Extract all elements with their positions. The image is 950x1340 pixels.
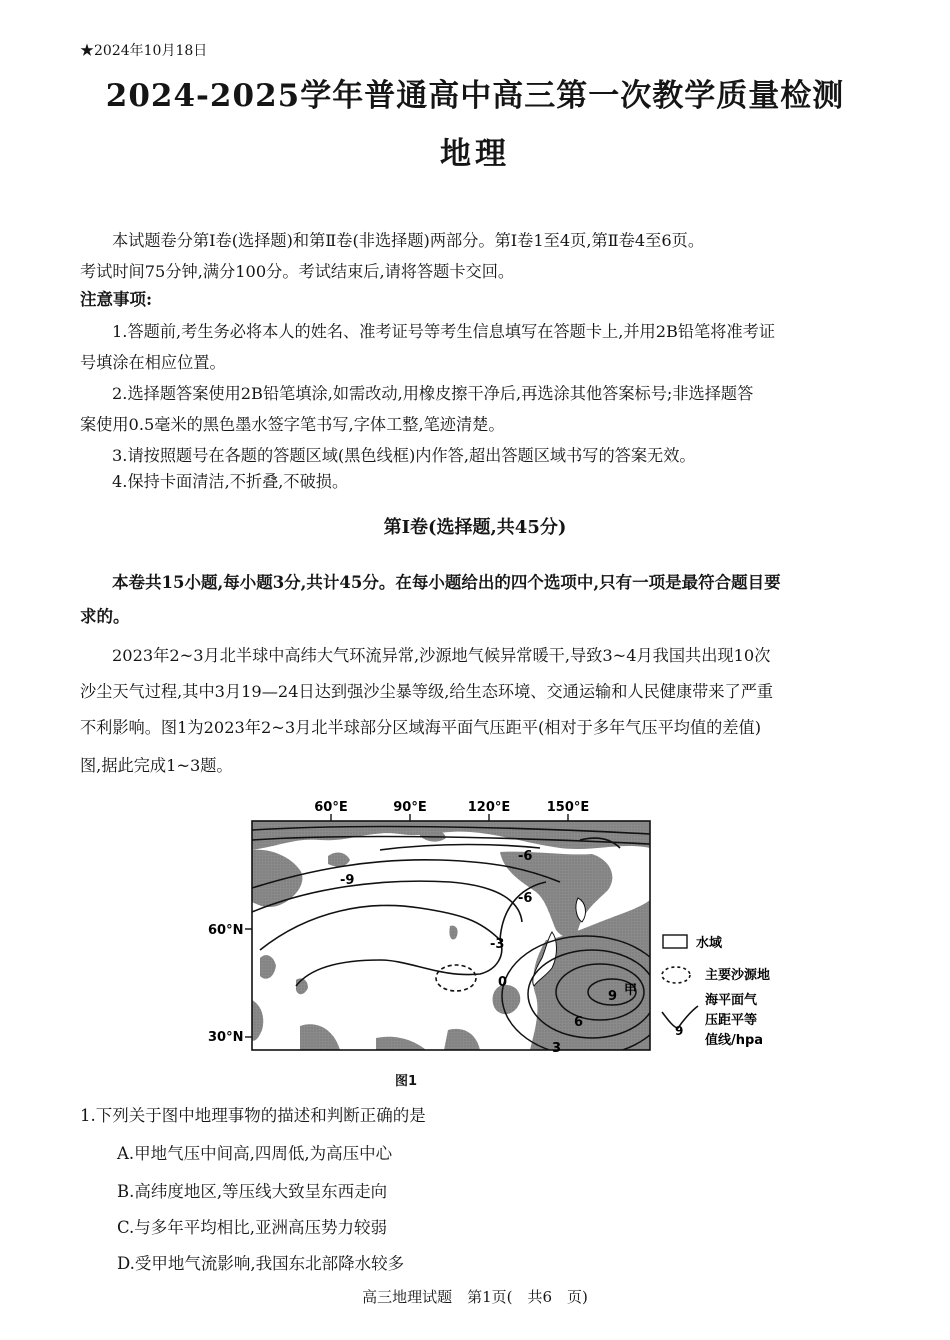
lon-label-120e: 120°E bbox=[467, 800, 511, 815]
section-instruction-b: 求的。 bbox=[80, 607, 130, 626]
contour-label-0: 0 bbox=[498, 975, 508, 990]
notice-item-1b: 号填涂在相应位置。 bbox=[80, 353, 226, 372]
legend-isoline-label-a: 海平面气 bbox=[705, 993, 758, 1008]
question-1-option-d: D.受甲地气流影响,我国东北部降水较多 bbox=[117, 1254, 405, 1273]
legend-isoline-label-c: 值线/hpa bbox=[705, 1033, 764, 1048]
question-1-option-a: A.甲地气压中间高,四周低,为高压中心 bbox=[117, 1144, 393, 1163]
notice-item-2b: 案使用0.5毫米的黑色墨水签字笔书写,字体工整,笔迹清楚。 bbox=[80, 415, 505, 434]
lon-label-90e: 90°E bbox=[393, 800, 427, 815]
lon-label-150e: 150°E bbox=[546, 800, 590, 815]
exam-title: 2024-2025学年普通高中高三第一次教学质量检测 bbox=[105, 78, 845, 114]
legend-source-label: 主要沙源地 bbox=[705, 968, 771, 983]
legend-water-swatch bbox=[663, 935, 687, 948]
notice-heading: 注意事项: bbox=[80, 290, 153, 309]
legend-water-label: 水域 bbox=[696, 936, 723, 951]
notice-item-1a: 1.答题前,考生务必将本人的姓名、准考证号等考生信息填写在答题卡上,并用2B铅笔将准考证 bbox=[112, 322, 776, 341]
place-label-jia: 甲 bbox=[624, 983, 638, 998]
lat-label-60n: 60°N bbox=[208, 923, 244, 938]
notice-item-2a: 2.选择题答案使用2B铅笔填涂,如需改动,用橡皮擦干净后,再选涂其他答案标号;非选择题答 bbox=[112, 384, 754, 403]
lon-label-60e: 60°E bbox=[314, 800, 348, 815]
question-1-stem: 1.下列关于图中地理事物的描述和判断正确的是 bbox=[80, 1106, 426, 1125]
legend-isoline-label-b: 压距平等 bbox=[705, 1013, 758, 1028]
contour-label-neg6-b: -6 bbox=[518, 891, 533, 906]
passage-line-1: 2023年2~3月北半球中高纬大气环流异常,沙源地气候异常暖干,导致3~4月我国共出现10次 bbox=[112, 646, 771, 665]
contour-label-3: 3 bbox=[552, 1041, 562, 1056]
notice-item-3: 3.请按照题号在各题的答题区域(黑色线框)内作答,超出答题区域书写的答案无效。 bbox=[112, 446, 696, 465]
exam-subject: 地理 bbox=[440, 136, 510, 172]
section-instruction-a: 本卷共15小题,每小题3分,共计45分。在每小题给出的四个选项中,只有一项是最符合题目要 bbox=[112, 573, 781, 592]
notice-item-4: 4.保持卡面清洁,不折叠,不破损。 bbox=[112, 472, 349, 491]
page-footer: 高三地理试题 第1页( 共6 页) bbox=[362, 1288, 588, 1306]
contour-label-neg6-a: -6 bbox=[518, 849, 533, 864]
figure-caption: 图1 bbox=[395, 1074, 418, 1089]
contour-label-neg3: -3 bbox=[490, 937, 505, 952]
lat-label-30n: 30°N bbox=[208, 1030, 244, 1045]
intro-line-1: 本试题卷分第Ⅰ卷(选择题)和第Ⅱ卷(非选择题)两部分。第Ⅰ卷1至4页,第Ⅱ卷4至6页。 bbox=[112, 231, 705, 250]
question-1-option-b: B.高纬度地区,等压线大致呈东西走向 bbox=[117, 1182, 388, 1201]
section-title: 第Ⅰ卷(选择题,共45分) bbox=[383, 517, 567, 538]
legend-isoline-value: 9 bbox=[675, 1024, 684, 1038]
pressure-anomaly-map bbox=[200, 790, 820, 1075]
contour-label-6: 6 bbox=[574, 1015, 584, 1030]
intro-line-2: 考试时间75分钟,满分100分。考试结束后,请将答题卡交回。 bbox=[80, 262, 515, 281]
passage-line-3: 不利影响。图1为2023年2~3月北半球部分区域海平面气压距平(相对于多年气压平均值的差值) bbox=[80, 718, 762, 737]
contour-label-neg9: -9 bbox=[340, 873, 355, 888]
legend-source-swatch bbox=[662, 967, 690, 983]
question-1-option-c: C.与多年平均相比,亚洲高压势力较弱 bbox=[117, 1218, 388, 1237]
passage-line-4: 图,据此完成1~3题。 bbox=[80, 756, 233, 775]
contour-label-9: 9 bbox=[608, 989, 618, 1004]
passage-line-2: 沙尘天气过程,其中3月19—24日达到强沙尘暴等级,给生态环境、交通运输和人民健康带来了严重 bbox=[80, 682, 774, 701]
exam-date: ★2024年10月18日 bbox=[80, 43, 208, 59]
